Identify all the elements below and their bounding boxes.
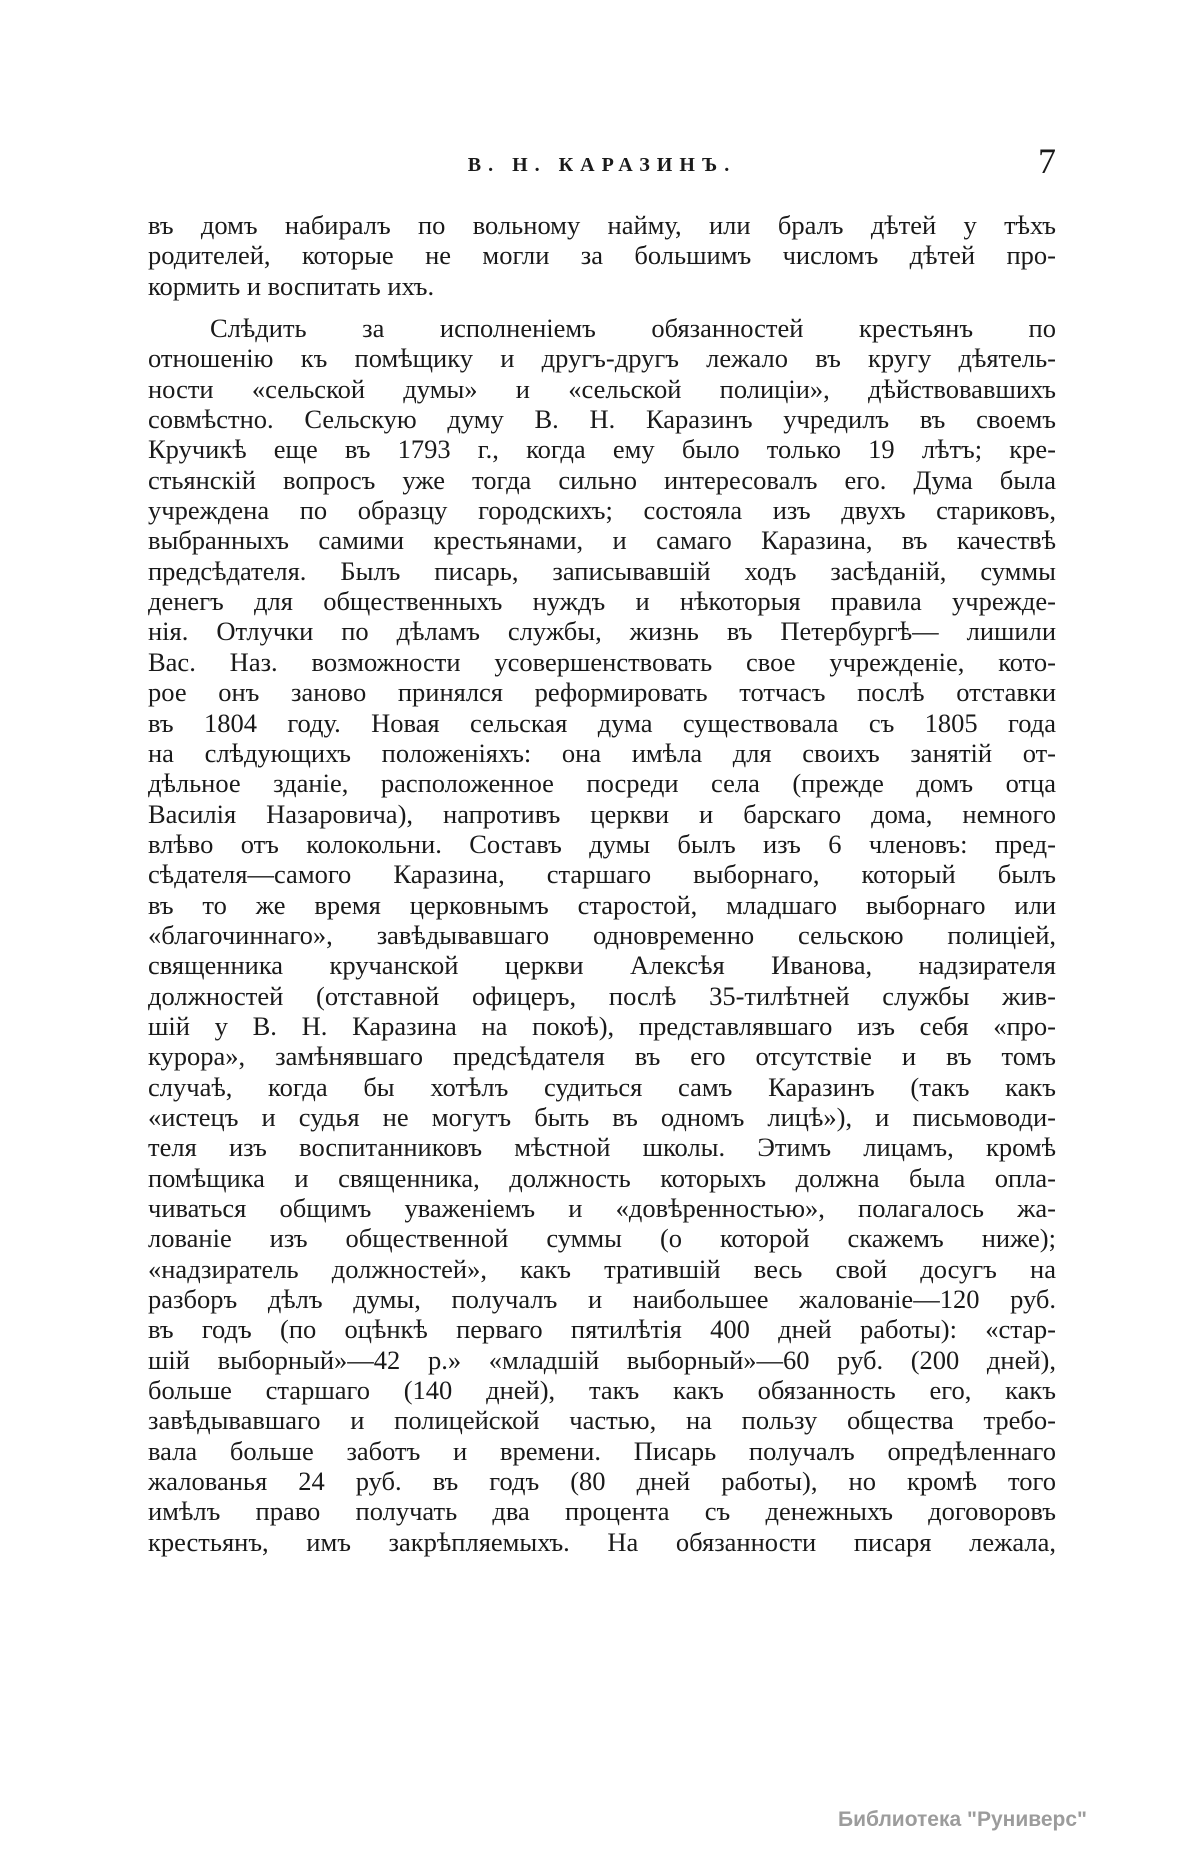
- text-line: должностей (отставной офицеръ, послѣ 35-тилѣтней службы жив-: [148, 980, 1056, 1011]
- text-line: [148, 1557, 1056, 1587]
- text-line: вала больше заботъ и времени. Писарь получалъ опредѣленнаго: [148, 1435, 1056, 1466]
- text-line: случаѣ, когда бы хотѣлъ судиться самъ Каразинъ (такъ какъ: [148, 1071, 1056, 1102]
- paragraph-1: [148, 210, 1056, 301]
- text-line: совмѣстно. Сельскую думу В. Н. Каразинъ учредилъ въ своемъ: [148, 404, 1056, 435]
- text-line: ности «сельской думы» и «сельской полиціи», дѣйствовавшихъ: [148, 373, 1056, 404]
- text-line: чиваться общимъ уваженіемъ и «довѣренностью», полагалось жа-: [148, 1193, 1056, 1223]
- running-title: В. Н. КАРАЗИНЪ.: [467, 154, 737, 176]
- body-text: [148, 210, 1056, 1709]
- text-line: рое онъ заново принялся реформировать тотчасъ послѣ отставки: [148, 677, 1056, 708]
- text-line: отношенію къ помѣщику и другъ-другъ лежало въ кругу дѣятель-: [148, 343, 1056, 374]
- text-line: [148, 1679, 1056, 1709]
- text-line: денегъ для общественныхъ нуждъ и нѣкоторыя правила учрежде-: [148, 586, 1056, 617]
- text-line: родителей, которые не могли за большимъ числомъ дѣтей про-: [148, 240, 1056, 271]
- text-line: предсѣдателя. Былъ писарь, записывавшій ходъ засѣданій, суммы: [148, 555, 1056, 586]
- text-line: дѣльное зданіе, расположенное посреди села (прежде домъ отца: [148, 768, 1056, 799]
- text-line: шій выборный»—42 р.» «младшій выборный»—60 руб. (200 дней),: [148, 1344, 1056, 1375]
- paragraph-2: [148, 313, 1056, 1709]
- text-line: завѣдывавшаго и полицейской частью, на пользу общества требо-: [148, 1405, 1056, 1436]
- text-line: крестьянъ, имъ закрѣпляемыхъ. На обязанности писаря лежала,: [148, 1526, 1056, 1557]
- text-line: влѣво отъ колокольни. Составъ думы былъ изъ 6 членовъ: пред-: [148, 828, 1056, 859]
- text-line: разборъ дѣлъ думы, получалъ и наибольшее жалованіе—120 руб.: [148, 1284, 1056, 1315]
- text-line: жалованья 24 руб. въ годъ (80 дней работы), но кромѣ того: [148, 1466, 1056, 1497]
- text-line: Кручикѣ еще въ 1793 г., когда ему было только 19 лѣтъ; кре-: [148, 434, 1056, 465]
- text-line: «надзиратель должностей», какъ тратившій весь свой досугъ на: [148, 1253, 1056, 1284]
- text-line: учреждена по образцу городскихъ; состояла изъ двухъ стариковъ,: [148, 495, 1056, 526]
- text-line: имѣлъ право получать два процента съ денежныхъ договоровъ: [148, 1496, 1056, 1527]
- text-line: кормить и воспитать ихъ.: [148, 270, 435, 301]
- text-line: выбранныхъ самими крестьянами, и самаго Каразина, въ качествѣ: [148, 525, 1056, 556]
- text-line: въ годъ (по оцѣнкѣ перваго пятилѣтія 400 дней работы): «стар-: [148, 1314, 1056, 1345]
- text-line: помѣщика и священника, должность которыхъ должна была опла-: [148, 1162, 1056, 1193]
- text-line: «истецъ и судья не могутъ быть въ одномъ лицѣ»), и письмоводи-: [148, 1101, 1056, 1132]
- text-line: «благочиннаго», завѣдывавшаго одновременно сельскою полиціей,: [148, 919, 1056, 950]
- page-number: 7: [1038, 141, 1056, 181]
- text-line: Василія Назаровича), напротивъ церкви и барскаго дома, немного: [148, 798, 1056, 829]
- running-head: [148, 140, 1056, 180]
- text-line: священника кручанской церкви Алексѣя Иванова, надзирателя: [148, 950, 1056, 981]
- text-line: [148, 1618, 1056, 1648]
- text-line: въ 1804 году. Новая сельская дума существовала съ 1805 года: [148, 707, 1056, 738]
- text-line: на слѣдующихъ положеніяхъ: она имѣла для своихъ занятій от-: [148, 737, 1056, 768]
- text-line: Слѣдить за исполненіемъ обязанностей крестьянъ по: [210, 313, 1056, 344]
- text-line: въ домъ набиралъ по вольному найму, или бралъ дѣтей у тѣхъ: [148, 210, 1056, 240]
- text-line: лованіе изъ общественной суммы (о которой скажемъ ниже);: [148, 1223, 1056, 1254]
- text-line: шій у В. Н. Каразина на покоѣ), представлявшаго изъ себя «про-: [148, 1010, 1056, 1041]
- text-line: стьянскій вопросъ уже тогда сильно интересовалъ его. Дума была: [148, 464, 1056, 495]
- text-line: сѣдателя—самого Каразина, старшаго выборнаго, который былъ: [148, 859, 1056, 890]
- text-line: [148, 1648, 1056, 1678]
- library-watermark: Библиотека "Руниверс": [838, 1808, 1088, 1831]
- text-line: Вас. Наз. возможности усовершенствовать свое учрежденіе, кото-: [148, 646, 1056, 677]
- text-line: курора», замѣнявшаго предсѣдателя въ его отсутствіе и въ томъ: [148, 1041, 1056, 1072]
- text-line: теля изъ воспитанниковъ мѣстной школы. Этимъ лицамъ, кромѣ: [148, 1132, 1056, 1163]
- text-line: больше старшаго (140 дней), такъ какъ обязанность его, какъ: [148, 1375, 1056, 1406]
- text-line: нія. Отлучки по дѣламъ службы, жизнь въ Петербургѣ— лишили: [148, 616, 1056, 647]
- text-line: въ то же время церковнымъ старостой, младшаго выборнаго или: [148, 889, 1056, 920]
- text-line: [148, 1587, 1056, 1617]
